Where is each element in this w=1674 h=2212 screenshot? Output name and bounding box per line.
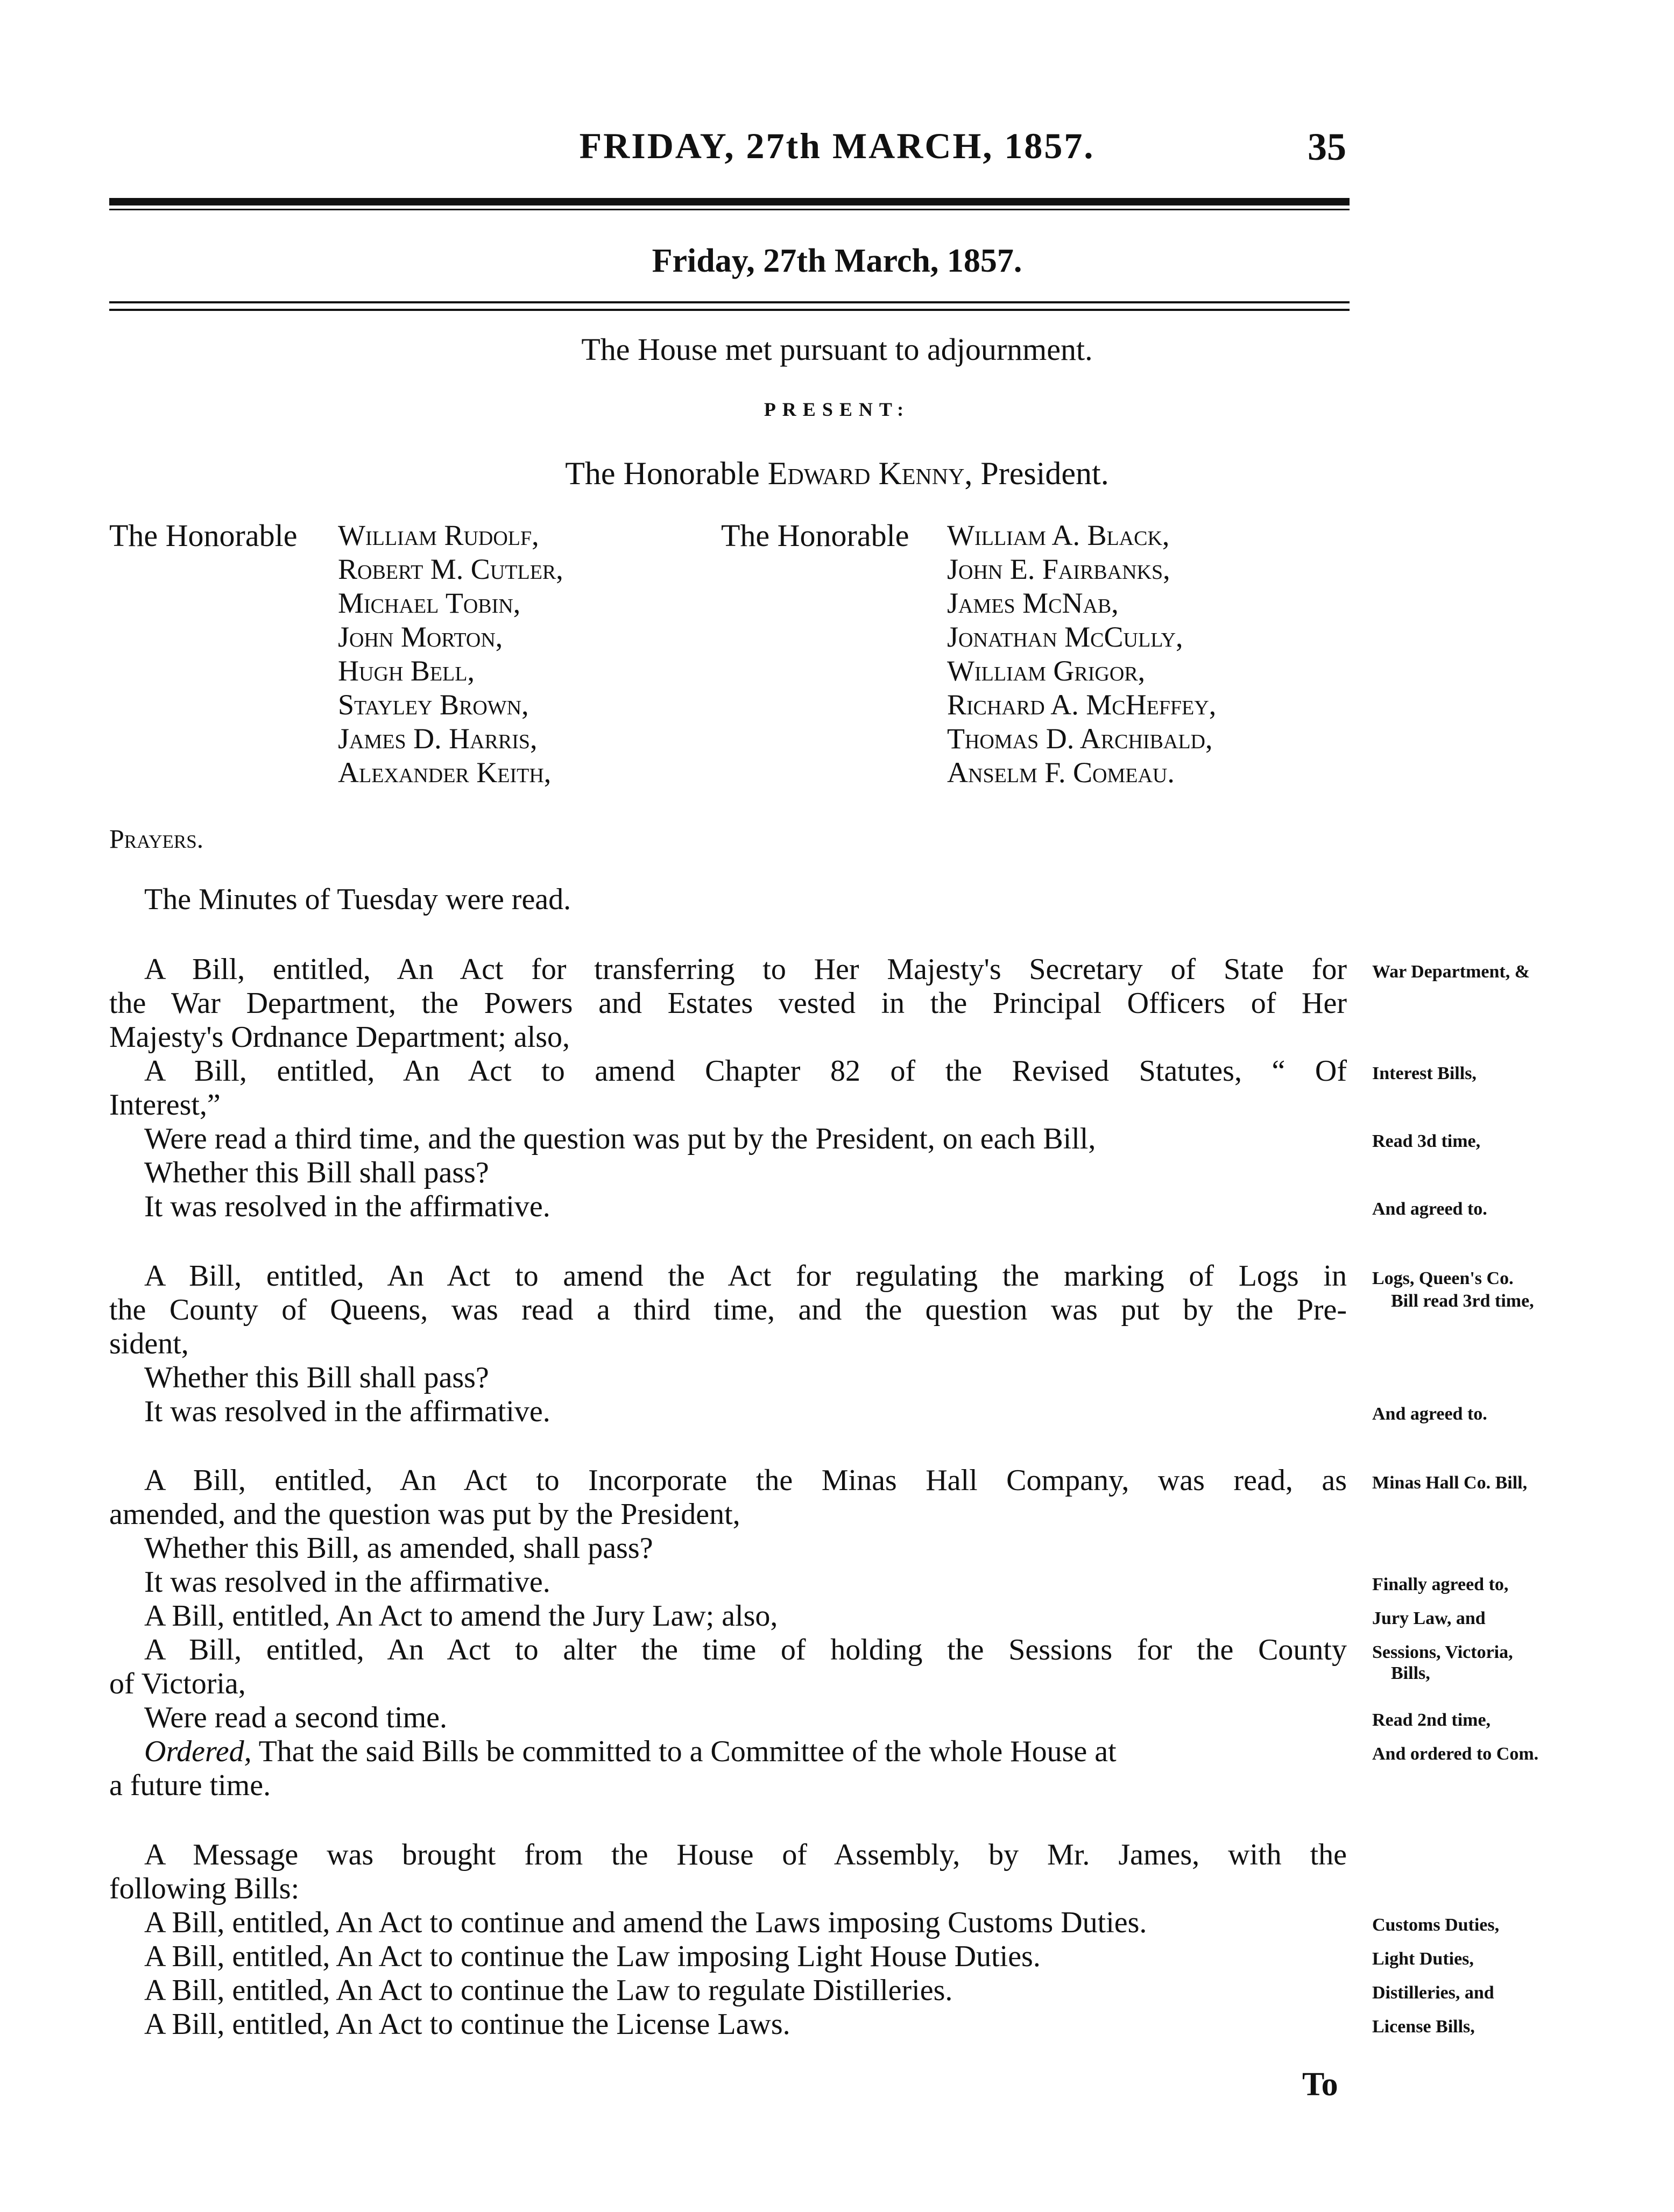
para3-line: a future time. [109,1769,271,1802]
para4-line: A Bill, entitled, An Act to continue the License Laws. [144,2008,790,2041]
margin-note: Sessions, Victoria, [1372,1642,1513,1662]
member-name: William A. Black, [947,519,1170,551]
member-name: Hugh Bell, [338,655,475,687]
margin-note: Read 3d time, [1372,1131,1481,1151]
header-rule-thick [109,198,1350,205]
margin-note: Bills, [1391,1663,1430,1683]
para1-line: Whether this Bill shall pass? [144,1156,489,1189]
president-prefix: The Honorable [565,456,760,491]
members-right-column [947,519,1216,790]
margin-note: Minas Hall Co. Bill, [1372,1473,1528,1493]
para2-line: It was resolved in the affirmative. [144,1395,550,1428]
margin-note: War Department, & [1372,962,1530,982]
member-name: Anselm F. Comeau. [947,756,1175,789]
para3-line: of Victoria, [109,1667,246,1700]
margin-note: License Bills, [1372,2017,1475,2037]
member-name: Richard A. McHeffey, [947,689,1217,721]
member-name: James McNab, [947,587,1119,619]
header-rule-thin [109,209,1350,210]
para2-line: Whether this Bill shall pass? [144,1361,489,1394]
margin-note: And agreed to. [1372,1404,1487,1424]
member-name: James D. Harris, [338,722,538,755]
present-label: PRESENT: [764,399,910,420]
para1-line: Were read a third time, and the question was put by the President, on each Bill, [144,1122,1096,1155]
member-name: Robert M. Cutler, [338,553,563,585]
prayers-heading: Prayers. [109,824,204,854]
president-line [0,455,1674,492]
page-number: 35 [1308,125,1346,168]
house-met-line: The House met pursuant to adjournment. [581,332,1093,367]
para3-line: A Bill, entitled, An Act to alter the time of holding the Sessions for the County [144,1633,1347,1667]
subhead-rule-1 [109,301,1350,303]
ordered-text: That the said Bills be committed to a Committee of the whole House at [251,1735,1117,1768]
para3-line: It was resolved in the affirmative. [144,1565,550,1599]
member-name: Stayley Brown, [338,689,529,721]
member-name: Alexander Keith, [338,756,552,789]
honorable-label-right: The Honorable [721,518,909,553]
member-name: John E. Fairbanks, [947,553,1170,585]
margin-note: Bill read 3rd time, [1391,1291,1534,1311]
para3-line: A Bill, entitled, An Act to Incorporate the Minas Hall Company, was read, as [144,1464,1347,1497]
para4-line: A Bill, entitled, An Act to continue the Law imposing Light House Duties. [144,1940,1041,1973]
para3-line: Were read a second time. [144,1701,447,1734]
member-name: Thomas D. Archibald, [947,722,1213,755]
para1-line: the War Department, the Powers and Estates vested in the Principal Officers of Her [109,987,1347,1020]
margin-note: Read 2nd time, [1372,1710,1491,1730]
para2-line: sident, [109,1327,189,1360]
margin-note: Logs, Queen's Co. [1372,1268,1514,1288]
para1-line: A Bill, entitled, An Act for transferring to Her Majesty's Secretary of State for [144,953,1347,986]
para1-line: It was resolved in the affirmative. [144,1190,550,1223]
margin-note: Jury Law, and [1372,1608,1486,1628]
para4-line: A Message was brought from the House of Assembly, by Mr. James, with the [144,1838,1347,1871]
para1-line: Interest,” [109,1088,221,1122]
margin-note: Distilleries, and [1372,1983,1494,2003]
subhead-rule-2 [109,309,1350,311]
president-suffix: , President. [964,456,1109,491]
ordered-word: Ordered, [144,1735,252,1768]
member-name: William Grigor, [947,655,1146,687]
para3-line: Whether this Bill, as amended, shall pass? [144,1532,653,1565]
minutes-line: The Minutes of Tuesday were read. [144,883,571,916]
para2-line: A Bill, entitled, An Act to amend the Act for regulating the marking of Logs in [144,1259,1347,1293]
margin-note: And ordered to Com. [1372,1744,1539,1764]
member-name: Michael Tobin, [338,587,521,619]
honorable-label-left: The Honorable [109,518,298,553]
president-name: Edward Kenny [767,456,965,491]
members-left-column [338,519,563,790]
margin-note: Customs Duties, [1372,1915,1500,1935]
para4-line: following Bills: [109,1872,300,1905]
para3-ordered-line [144,1734,1347,1769]
para3-line: amended, and the question was put by the President, [109,1498,740,1531]
para1-line: Majesty's Ordnance Department; also, [109,1020,570,1054]
member-name: John Morton, [338,621,503,653]
member-name: Jonathan McCully, [947,621,1183,653]
margin-note: Interest Bills, [1372,1064,1477,1083]
para4-line: A Bill, entitled, An Act to continue the Law to regulate Distilleries. [144,1974,953,2007]
date-heading: Friday, 27th March, 1857. [652,243,1022,279]
para2-line: the County of Queens, was read a third time, and the question was put by the Pre- [109,1293,1347,1327]
para4-line: A Bill, entitled, An Act to continue and amend the Laws imposing Customs Duties. [144,1906,1147,1939]
member-name: William Rudolf, [338,519,539,551]
para3-line: A Bill, entitled, An Act to amend the Jury Law; also, [144,1599,778,1633]
running-title: FRIDAY, 27th MARCH, 1857. [579,125,1095,166]
margin-note: Finally agreed to, [1372,1575,1509,1594]
catchword: To [1302,2066,1338,2103]
para1-line: A Bill, entitled, An Act to amend Chapter 82 of the Revised Statutes, “ Of [144,1054,1347,1088]
margin-note: And agreed to. [1372,1199,1487,1219]
margin-note: Light Duties, [1372,1949,1474,1969]
